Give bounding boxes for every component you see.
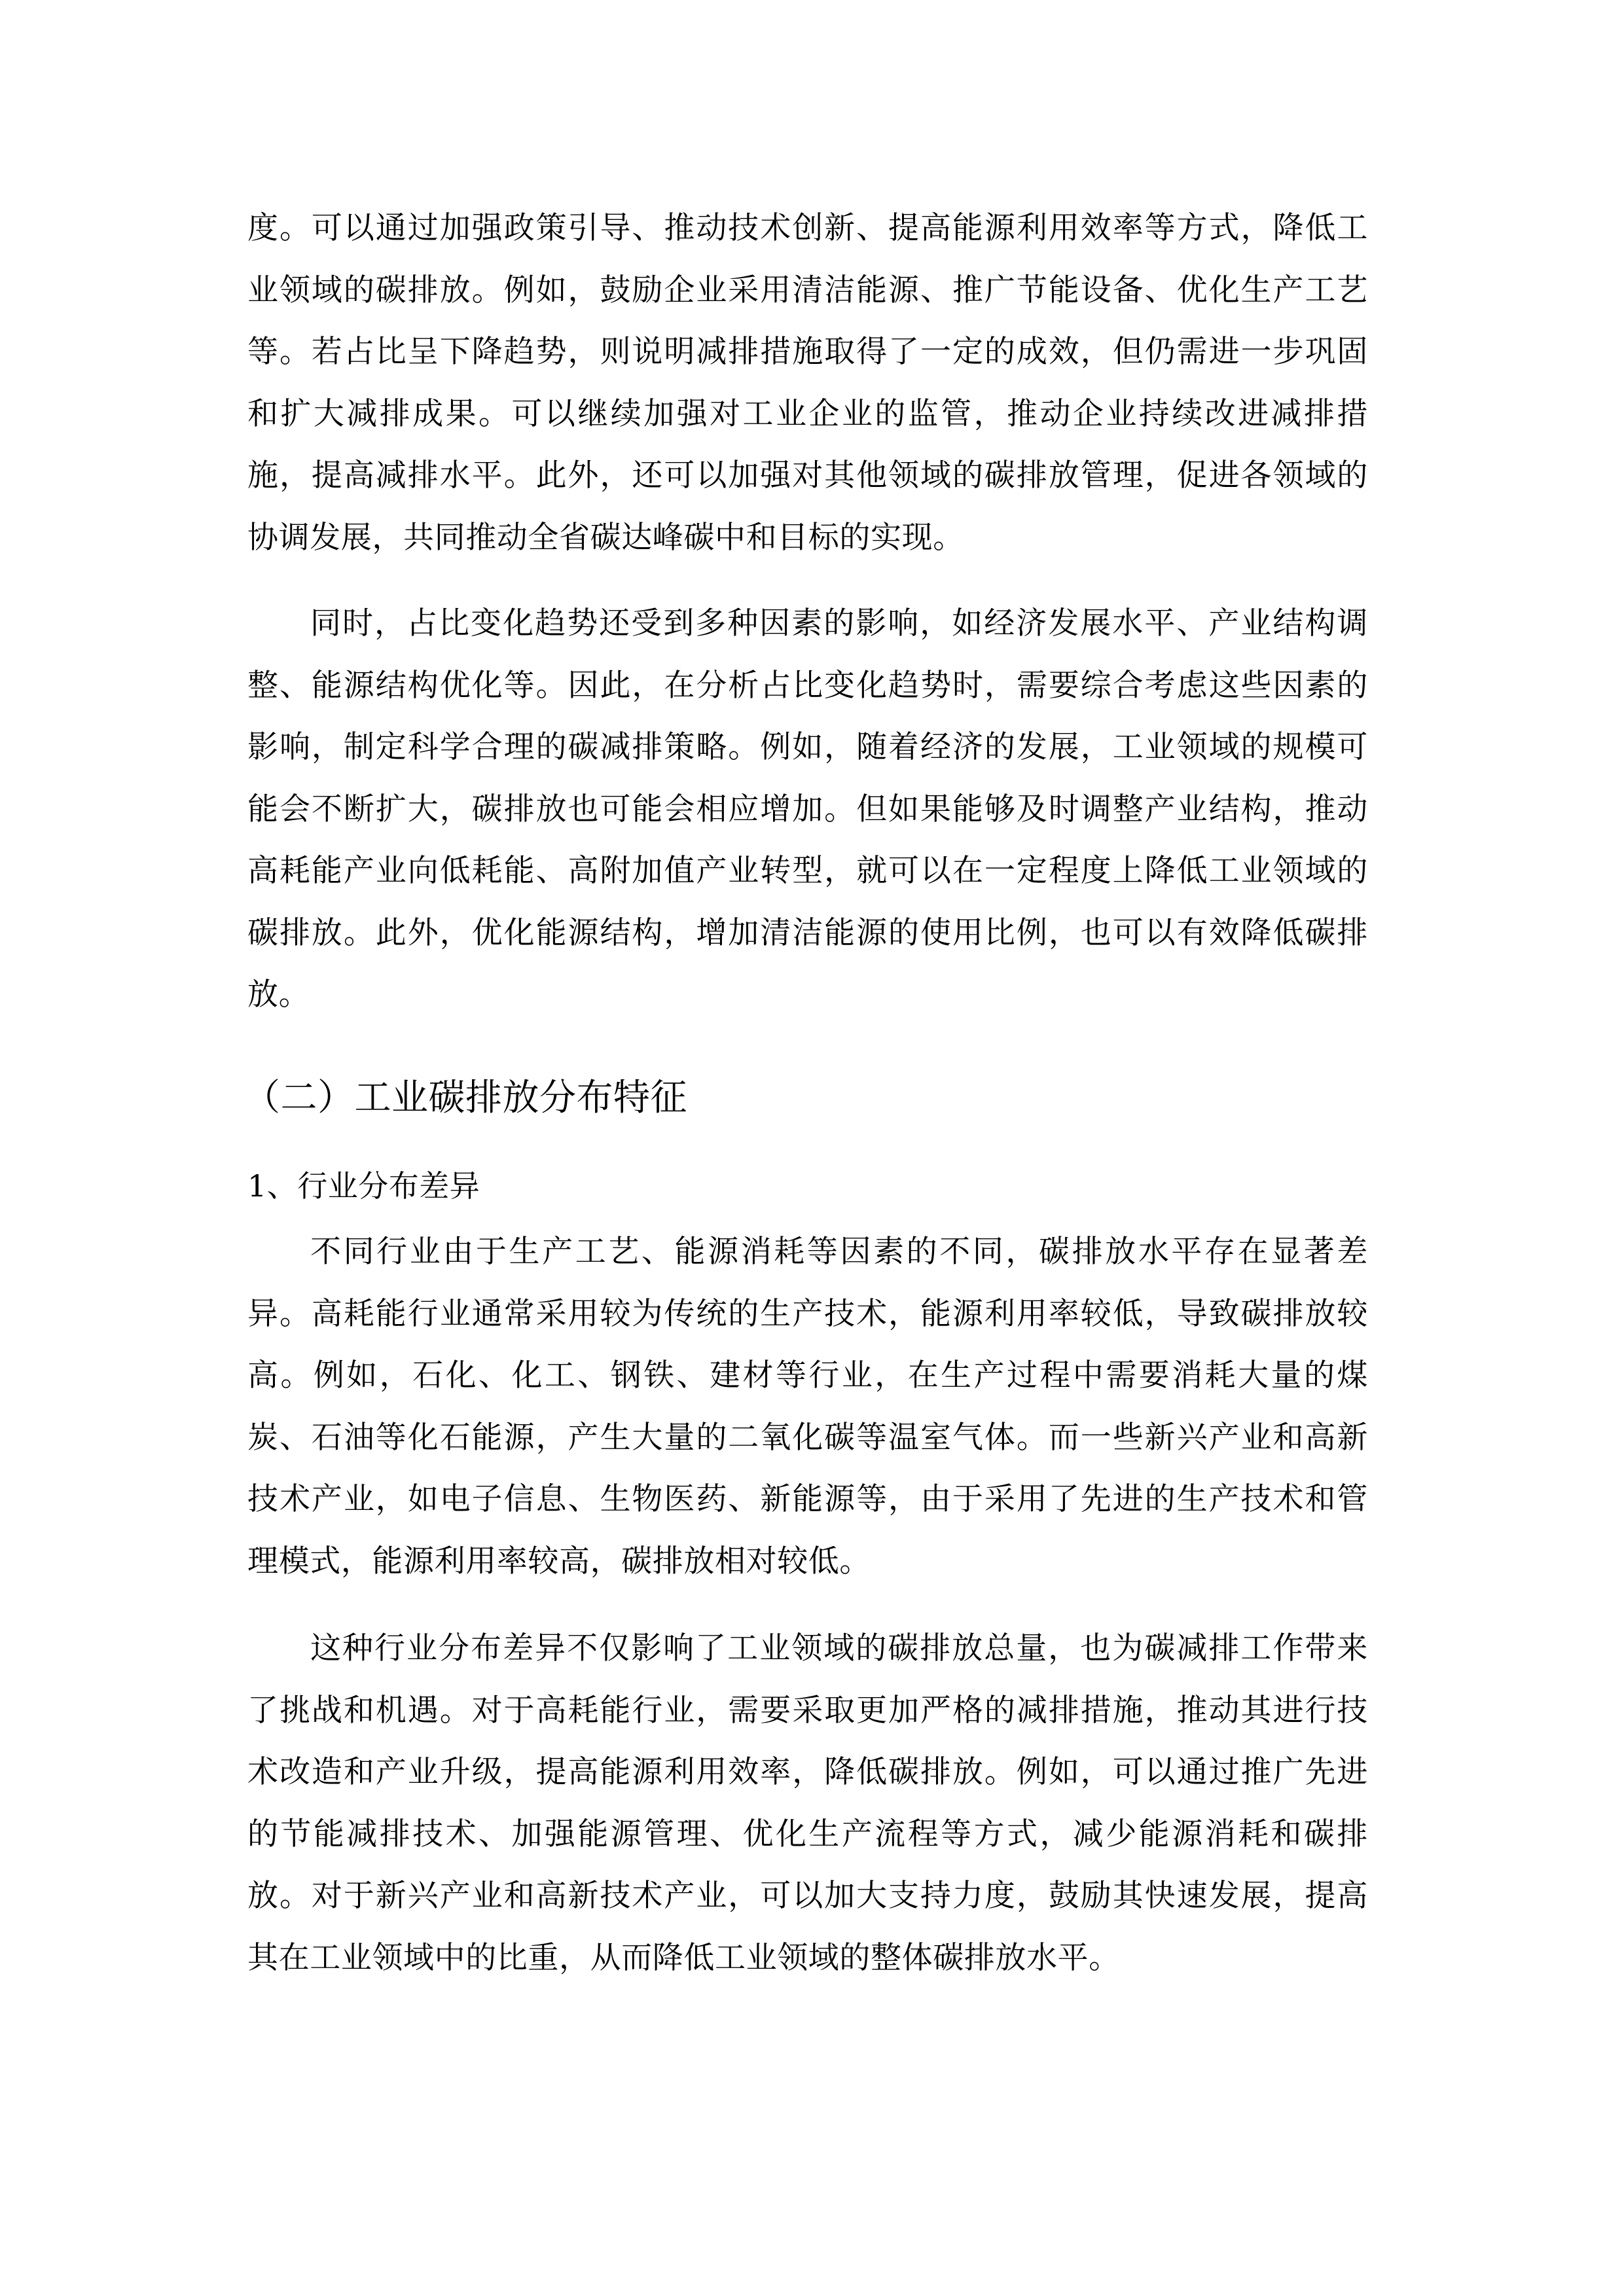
section-heading: （二）工业碳排放分布特征 [244, 1077, 687, 1119]
paragraph-challenges-opportunities: 这种行业分布差异不仅影响了工业领域的碳排放总量，也为碳减排工作带来了挑战和机遇。对于高耗能行业，需要采取更加严格的减排措施，推动其进行技术改造和产业升级，提高能源利用效率，降低碳排放。例如，可以通过推广先进的节能减排技术、加强能源管理、优化生产流程等方式，减少能源消耗和碳排放。对于新兴产业和高新技术产业，可以加大支持力度，鼓励其快速发展，提高其在工业领域中的比重，从而降低工业领域的整体碳排放水平。 [247, 1630, 1368, 1976]
paragraph-continuation: 度。可以通过加强政策引导、推动技术创新、提高能源利用效率等方式，降低工业领域的碳排放。例如，鼓励企业采用清洁能源、推广节能设备、优化生产工艺等。若占比呈下降趋势，则说明减排措施取得了一定的成效，但仍需进一步巩固和扩大减排成果。可以继续加强对工业企业的监管，推动企业持续改进减排措施，提高减排水平。此外，还可以加强对其他领域的碳排放管理，促进各领域的协调发展，共同推动全省碳达峰碳中和目标的实现。 [247, 210, 1368, 556]
paragraph-industry-differences: 不同行业由于生产工艺、能源消耗等因素的不同，碳排放水平存在显著差异。高耗能行业通常采用较为传统的生产技术，能源利用率较低，导致碳排放较高。例如，石化、化工、钢铁、建材等行业，在生产过程中需要消耗大量的煤炭、石油等化石能源，产生大量的二氧化碳等温室气体。而一些新兴产业和高新技术产业，如电子信息、生物医药、新能源等，由于采用了先进的生产技术和管理模式，能源利用率较高，碳排放相对较低。 [247, 1234, 1368, 1579]
paragraph-share-trend-factors: 同时，占比变化趋势还受到多种因素的影响，如经济发展水平、产业结构调整、能源结构优化等。因此，在分析占比变化趋势时，需要综合考虑这些因素的影响，制定科学合理的碳减排策略。例如，随着经济的发展，工业领域的规模可能会不断扩大，碳排放也可能会相应增加。但如果能够及时调整产业结构，推动高耗能产业向低耗能、高附加值产业转型，就可以在一定程度上降低工业领域的碳排放。此外，优化能源结构，增加清洁能源的使用比例，也可以有效降低碳排放。 [247, 605, 1368, 1013]
subsection-heading: 1、行业分布差异 [247, 1168, 480, 1204]
